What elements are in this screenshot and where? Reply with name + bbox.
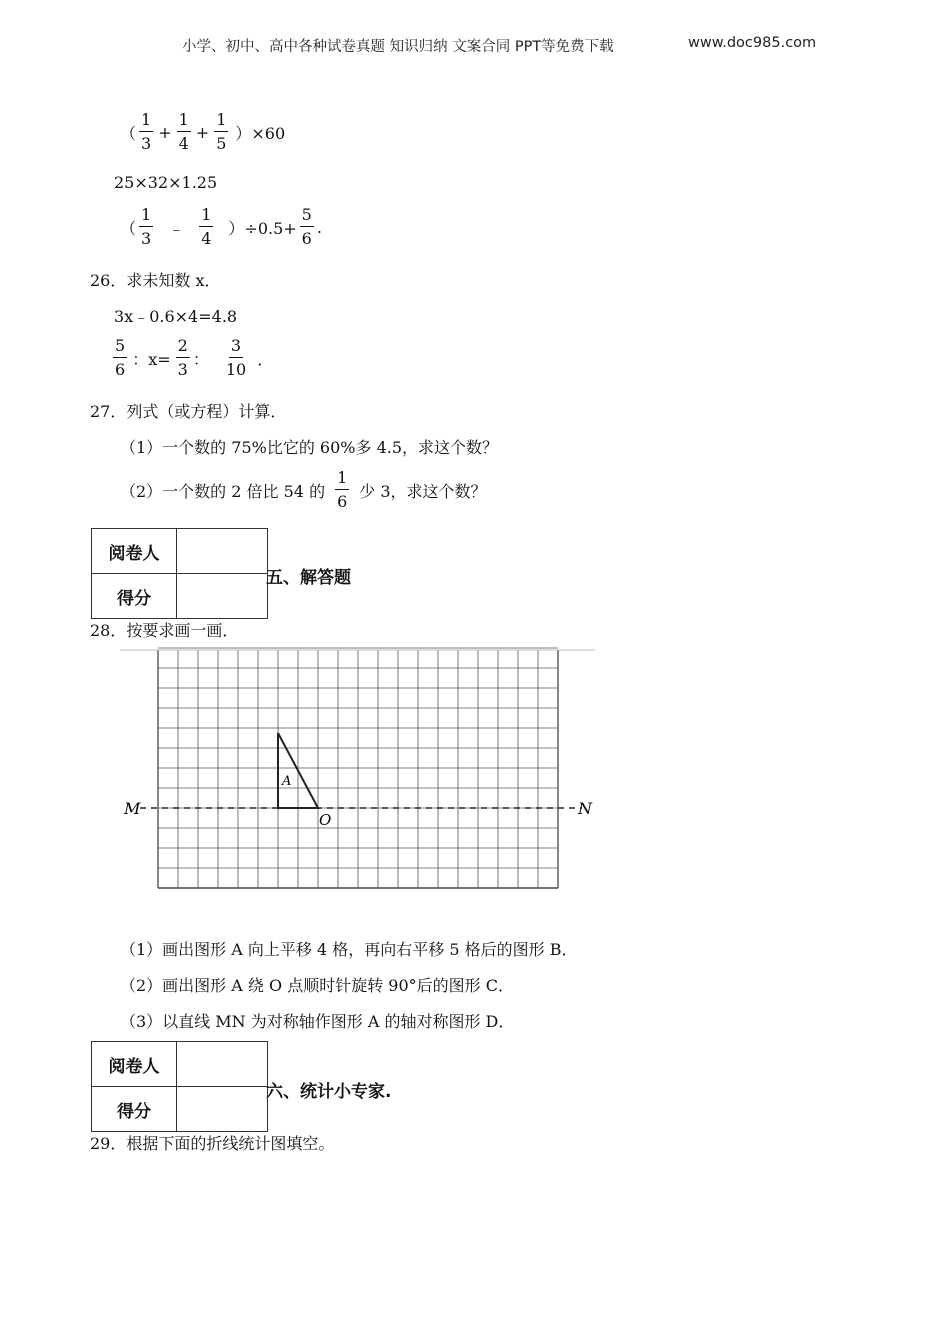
q28-part2: （2）画出图形 A 绕 O 点顺时针旋转 90°后的图形 C． bbox=[120, 976, 514, 995]
score-cell bbox=[177, 1087, 268, 1132]
score-label: 得分 bbox=[92, 574, 177, 619]
section-title: 五、解答题 bbox=[266, 568, 351, 588]
score-cell bbox=[177, 574, 268, 619]
fraction: $\frac{1}{6}$ bbox=[337, 468, 348, 511]
q27-part1: （1）一个数的 75%比它的 60%多 4.5，求这个数？ bbox=[120, 438, 499, 457]
reviewer-label: 阅卷人 bbox=[92, 529, 177, 574]
label-o: O bbox=[319, 811, 332, 829]
fraction: $\frac{5}{6}$ bbox=[301, 205, 312, 248]
q26-title: 26．求未知数 x． bbox=[90, 271, 221, 290]
score-table bbox=[91, 1041, 268, 1132]
fraction: $\frac{3}{10}$ bbox=[225, 336, 247, 379]
q28-part1: （1）画出图形 A 向上平移 4 格，再向右平移 5 格后的图形 B． bbox=[120, 940, 578, 959]
label-a: A bbox=[282, 774, 292, 789]
q27-part2: （2）一个数的 2 倍比 54 的 $\frac{1}{6}$ 少 3，求这个数？ bbox=[120, 468, 487, 511]
fraction: $\frac{2}{3}$ bbox=[177, 336, 188, 379]
header-left-text: 小学、初中、高中各种试卷真题 知识归纳 文案合同 PPT等免费下载 bbox=[182, 39, 614, 55]
score-label: 得分 bbox=[92, 1087, 177, 1132]
q25-expr3: （ $\frac{1}{3}$ ﹣ $\frac{1}{4}$ ）÷0.5+ $\frac{5}{6}$ . bbox=[120, 205, 322, 248]
header-url: www.doc985.com bbox=[688, 35, 817, 51]
fraction: $\frac{1}{5}$ bbox=[216, 110, 227, 153]
fraction: $\frac{1}{3}$ bbox=[141, 205, 152, 248]
q25-expr2: 25×32×1.25 bbox=[114, 173, 218, 192]
section-title: 六、统计小专家. bbox=[266, 1082, 392, 1102]
q26-eq1: 3x﹣0.6×4=4.8 bbox=[114, 307, 238, 326]
q27-title: 27．列式（或方程）计算． bbox=[90, 402, 287, 421]
q25-expr1: （ $\frac{1}{3}$ + $\frac{1}{4}$ + $\frac{1}{5}$ ）×60 bbox=[120, 110, 286, 153]
fraction: $\frac{5}{6}$ bbox=[115, 336, 126, 379]
page-header bbox=[182, 35, 614, 56]
reviewer-label: 阅卷人 bbox=[92, 1042, 177, 1087]
label-n: N bbox=[578, 799, 592, 818]
label-m: M bbox=[124, 799, 141, 818]
grid-figure bbox=[120, 645, 600, 895]
grid-lines bbox=[158, 648, 558, 888]
q28-part3: （3）以直线 MN 为对称轴作图形 A 的轴对称图形 D． bbox=[120, 1012, 515, 1031]
q26-eq2: $\frac{5}{6}$ ：x= $\frac{2}{3}$ ： $\frac{3}{10}$ ． bbox=[115, 336, 274, 379]
q28-title: 28．按要求画一画． bbox=[90, 621, 239, 640]
reviewer-cell bbox=[177, 529, 268, 574]
fraction: $\frac{1}{4}$ bbox=[201, 205, 212, 248]
reviewer-cell bbox=[177, 1042, 268, 1087]
q29-title: 29．根据下面的折线统计图填空。 bbox=[90, 1134, 335, 1153]
fraction: $\frac{1}{4}$ bbox=[178, 110, 189, 153]
fraction: $\frac{1}{3}$ bbox=[141, 110, 152, 153]
score-table bbox=[91, 528, 268, 619]
